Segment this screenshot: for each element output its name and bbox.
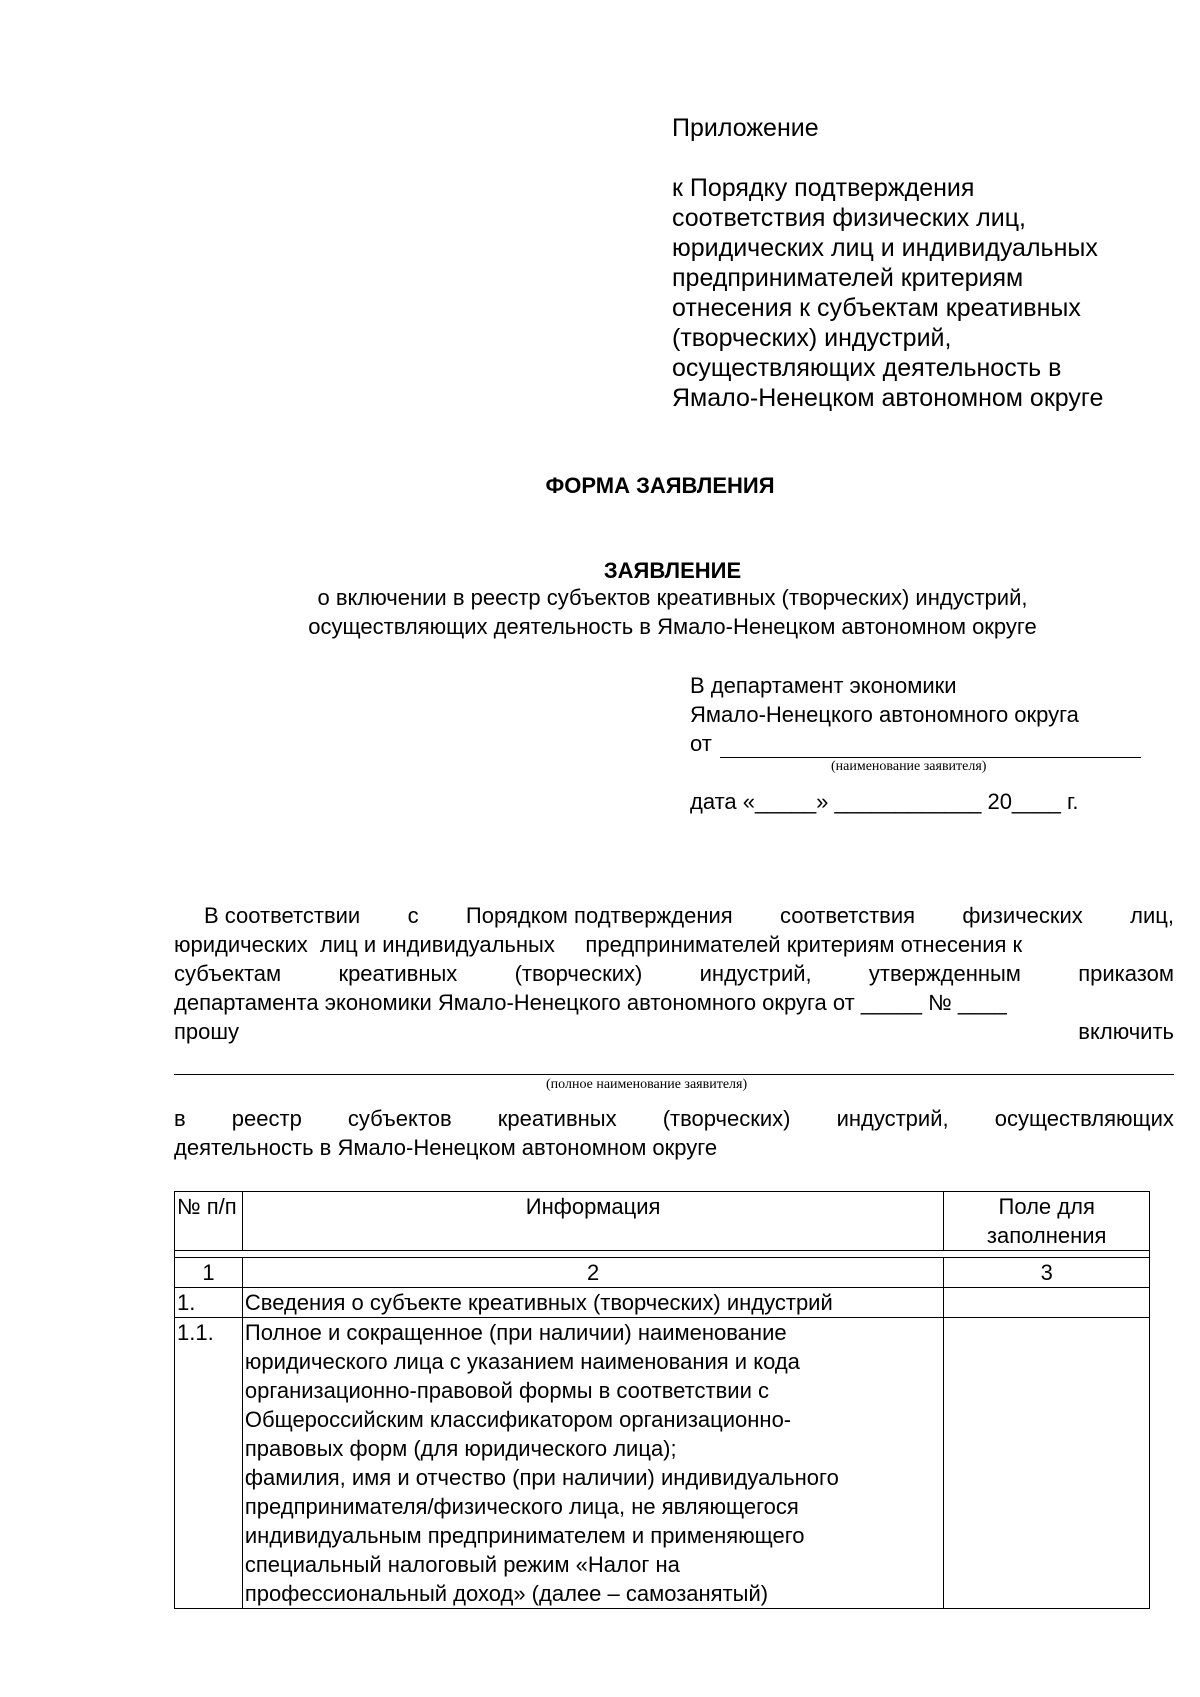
- row-info-line: фамилия, имя и отчество (при наличии) индивидуального: [244, 1465, 839, 1490]
- body-word: соответствия: [780, 903, 916, 928]
- recipient-line: В департамент экономики: [690, 673, 957, 698]
- fullname-caption: (полное наименование заявителя): [546, 1077, 748, 1092]
- body-word: субъектам: [174, 961, 282, 986]
- col-number: 1: [175, 1258, 243, 1288]
- recipient-line: Ямало-Ненецкого автономного округа: [690, 702, 1079, 727]
- body-word: (творческих): [514, 961, 643, 986]
- applicant-name-field[interactable]: [720, 733, 1141, 758]
- row-value-field[interactable]: [944, 1288, 1150, 1318]
- body-word: реестр: [231, 1106, 302, 1131]
- body-word: утвержденным: [868, 961, 1021, 986]
- body-word: с: [407, 903, 419, 928]
- row-info: [242, 1318, 944, 1609]
- body-line-1: [174, 901, 1174, 930]
- body-word: креативных: [338, 961, 458, 986]
- appendix-line: к Порядку подтверждения: [672, 174, 975, 202]
- appendix-title: Приложение: [672, 114, 819, 142]
- from-label: от: [690, 731, 712, 756]
- appendix-line: предпринимателей критериям: [672, 264, 1024, 292]
- header-field: Поле для заполнения: [944, 1192, 1150, 1251]
- appendix-block: [672, 113, 1152, 413]
- table-gap: [175, 1251, 1150, 1258]
- body-line-6: [174, 1104, 1174, 1133]
- body-line-5: [174, 1017, 1174, 1046]
- application-heading: ЗАЯВЛЕНИЕ: [603, 558, 742, 583]
- body-word: Порядком подтверждения: [465, 903, 733, 928]
- body-paragraph: [174, 901, 1174, 1046]
- row-info: Сведения о субъекте креативных (творческих) индустрий: [242, 1288, 944, 1318]
- appendix-line: юридических лиц и индивидуальных: [672, 234, 1098, 262]
- appendix-line: соответствия физических лиц,: [672, 204, 1026, 232]
- row-info-line: специальный налоговый режим «Налог на: [244, 1552, 680, 1577]
- row-info-line: Общероссийским классификатором организационно-: [244, 1407, 792, 1432]
- appendix-line: отнесения к субъектам креативных: [672, 294, 1081, 322]
- row-num: 1.1.: [175, 1318, 243, 1609]
- table-row: [175, 1318, 1150, 1609]
- appendix-line: Ямало-Ненецком автономном округе: [672, 384, 1104, 412]
- row-info-line: Полное и сокращенное (при наличии) наименование: [244, 1320, 787, 1345]
- from-line: [690, 729, 1170, 758]
- info-table: [174, 1191, 1150, 1609]
- header-info: Информация: [242, 1192, 944, 1251]
- body-word: в: [174, 1106, 186, 1131]
- body-line-2: юридических лиц и индивидуальных предпринимателей критериям отнесения к: [174, 932, 1023, 957]
- row-info-line: юридического лица с указанием наименования и кода: [244, 1349, 800, 1374]
- row-value-field[interactable]: [944, 1318, 1150, 1609]
- table-number-row: [175, 1258, 1150, 1288]
- header-num: № п/п: [175, 1192, 243, 1251]
- appendix-line: (творческих) индустрий,: [672, 324, 952, 352]
- body-line-4: департамента экономики Ямало-Ненецкого автономного округа от _____ № ____: [174, 990, 1007, 1015]
- body-word: включить: [1078, 1019, 1174, 1044]
- application-subtitle: [172, 583, 1173, 641]
- body-word: индустрий,: [699, 961, 812, 986]
- table-row: [175, 1288, 1150, 1318]
- body-word: приказом: [1078, 961, 1174, 986]
- date-field[interactable]: дата «_____» ____________ 20____ г.: [690, 789, 1079, 814]
- row-info-line: правовых форм (для юридического лица);: [244, 1436, 677, 1461]
- body-word: прошу: [174, 1019, 240, 1044]
- table-header-row: [175, 1192, 1150, 1251]
- body-word: физических: [962, 903, 1083, 928]
- appendix-line: осуществляющих деятельность в: [672, 354, 1062, 382]
- body-word: (творческих): [662, 1106, 791, 1131]
- body-word: креативных: [497, 1106, 617, 1131]
- subtitle-line: о включении в реестр субъектов креативных (творческих) индустрий,: [317, 585, 1028, 610]
- body-line-7: деятельность в Ямало-Ненецком автономном округе: [174, 1135, 718, 1160]
- subtitle-line: осуществляющих деятельность в Ямало-Ненецком автономном округе: [308, 614, 1037, 639]
- body-word: В соответствии: [204, 903, 361, 928]
- body-word: субъектов: [347, 1106, 452, 1131]
- fullname-field[interactable]: [174, 1074, 1174, 1075]
- col-number: 3: [944, 1258, 1150, 1288]
- body-word: лиц,: [1130, 903, 1174, 928]
- body-line-3: [174, 959, 1174, 988]
- form-title: ФОРМА ЗАЯВЛЕНИЯ: [545, 473, 775, 498]
- row-info-line: индивидуальным предпринимателем и применяющего: [244, 1523, 805, 1548]
- row-info-line: организационно-правовой формы в соответствии с: [244, 1378, 769, 1403]
- row-num: 1.: [175, 1288, 243, 1318]
- row-info-line: предпринимателя/физического лица, не являющегося: [244, 1494, 799, 1519]
- body-word: индустрий,: [836, 1106, 949, 1131]
- recipient-block: [690, 671, 1170, 758]
- body-word: осуществляющих: [994, 1106, 1174, 1131]
- body-paragraph-2: [174, 1104, 1174, 1162]
- applicant-caption: (наименование заявителя): [831, 759, 987, 774]
- row-info-line: профессиональный доход» (далее – самозанятый): [244, 1581, 769, 1606]
- col-number: 2: [242, 1258, 944, 1288]
